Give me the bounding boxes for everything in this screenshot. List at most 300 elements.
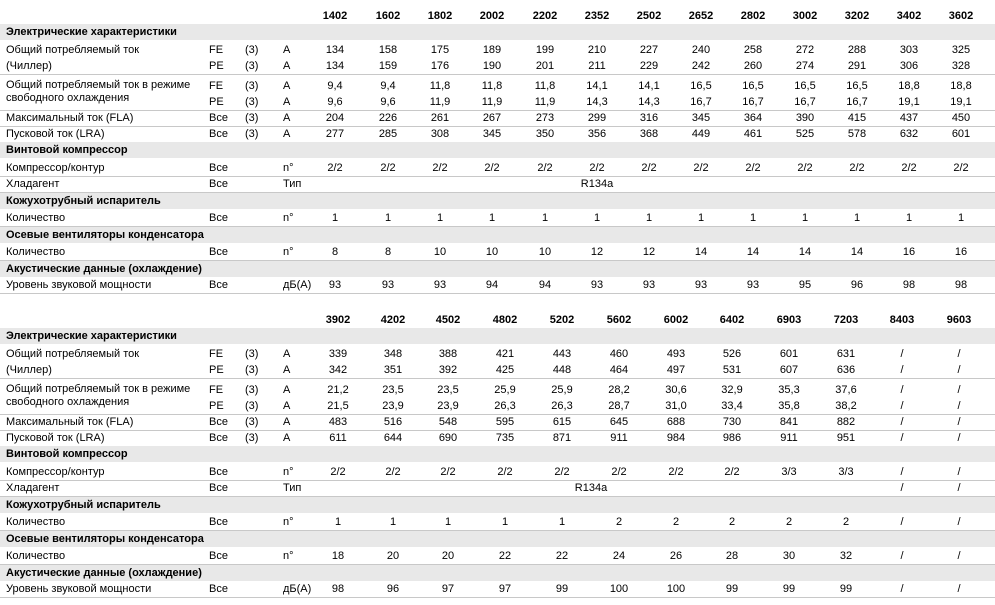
value-cell: 548 [438, 416, 458, 428]
value-cell: 93 [590, 279, 604, 291]
value-cell: 10 [538, 246, 552, 258]
value-cell: / [900, 516, 904, 528]
value-cell: 1 [501, 516, 509, 528]
value-cell: 96 [850, 279, 864, 291]
unit-cell: A [283, 364, 291, 376]
value-cell: 1 [541, 212, 549, 224]
value-cell: 1 [558, 516, 566, 528]
row-label: Компрессор/контур [6, 466, 105, 478]
value-cell: 2 [842, 516, 850, 528]
value-cell: 175 [430, 44, 450, 56]
model-number: 2502 [636, 10, 662, 22]
value-cell: / [957, 550, 961, 562]
value-cell: 9,4 [327, 80, 343, 92]
value-cell: 3/3 [838, 466, 854, 478]
section-title: Осевые вентиляторы конденсатора [6, 229, 204, 241]
model-number: 2202 [532, 10, 558, 22]
row-label: Количество [6, 212, 66, 224]
version-cell: FE [209, 384, 224, 396]
value-cell: 134 [325, 44, 345, 56]
value-cell: 98 [331, 583, 345, 595]
value-cell: 93 [642, 279, 656, 291]
model-number: 6903 [776, 314, 802, 326]
model-number: 3402 [896, 10, 922, 22]
section-header [0, 24, 995, 40]
spec-row-oper_pe [0, 362, 995, 379]
model-number: 1802 [427, 10, 453, 22]
value-cell: 211 [588, 60, 606, 72]
spec-row-fan_qty [0, 548, 995, 565]
spec-row-lra [0, 126, 995, 143]
value-cell: 189 [482, 44, 502, 56]
spec-row-lra [0, 430, 995, 447]
value-cell: 841 [779, 416, 799, 428]
value-cell: 497 [666, 364, 686, 376]
version-cell: Все [209, 432, 228, 444]
value-cell: 242 [691, 60, 711, 72]
value-cell: 260 [743, 60, 763, 72]
value-cell: 2 [672, 516, 680, 528]
power-supply-cell: (3) [245, 80, 259, 92]
value-cell: 2/2 [953, 162, 969, 174]
value-cell: 644 [383, 432, 403, 444]
model-number: 6402 [719, 314, 745, 326]
value-cell: 16,7 [690, 96, 712, 108]
value-cell: 303 [899, 44, 919, 56]
value-cell: / [900, 364, 904, 376]
value-cell: 11,9 [429, 96, 451, 108]
value-cell: 30 [782, 550, 796, 562]
value-cell: / [900, 432, 904, 444]
value-cell: 159 [378, 60, 398, 72]
value-cell: 23,5 [382, 384, 404, 396]
section-header [0, 565, 995, 581]
value-cell: 882 [836, 416, 856, 428]
value-cell: 12 [590, 246, 604, 258]
value-cell: 16,7 [794, 96, 816, 108]
value-cell: 690 [438, 432, 458, 444]
value-cell: 1 [697, 212, 705, 224]
value-cell: 636 [836, 364, 856, 376]
unit-cell: n° [283, 162, 294, 174]
spec-row-oper_fe [0, 346, 995, 362]
value-cell: 911 [610, 432, 628, 444]
section-title: Винтовой компрессор [6, 448, 128, 460]
value-cell: / [957, 364, 961, 376]
value-cell: 2 [785, 516, 793, 528]
spec-row-free_pe [0, 94, 995, 111]
value-cell: 23,9 [382, 400, 404, 412]
value-cell: 199 [535, 44, 555, 56]
model-number: 4502 [435, 314, 461, 326]
value-cell: 632 [899, 128, 919, 140]
value-cell: 483 [328, 416, 348, 428]
row-label: Хладагент [6, 482, 60, 494]
value-cell: 984 [666, 432, 686, 444]
row-label: Количество [6, 516, 66, 528]
value-cell: 16,5 [742, 80, 764, 92]
version-cell: Все [209, 279, 228, 291]
unit-cell: Тип [283, 482, 302, 494]
refrigerant-value: R134a [580, 178, 614, 190]
value-cell: 93 [746, 279, 760, 291]
value-cell: 14 [746, 246, 760, 258]
value-cell: 525 [795, 128, 815, 140]
power-supply-cell: (3) [245, 416, 259, 428]
value-cell: 190 [482, 60, 502, 72]
section-header [0, 531, 995, 547]
value-cell: 8 [384, 246, 392, 258]
model-number: 2802 [740, 10, 766, 22]
value-cell: 2/2 [797, 162, 813, 174]
value-cell: 8 [331, 246, 339, 258]
unit-cell: n° [283, 466, 294, 478]
value-cell: 308 [430, 128, 450, 140]
section-title: Электрические характеристики [6, 26, 177, 38]
spec-row-fla [0, 414, 995, 431]
value-cell: / [900, 583, 904, 595]
value-cell: 342 [328, 364, 348, 376]
unit-cell: n° [283, 212, 294, 224]
model-number: 1402 [322, 10, 348, 22]
value-cell: 911 [780, 432, 798, 444]
value-cell: 1 [957, 212, 965, 224]
value-cell: 14 [798, 246, 812, 258]
value-cell: 10 [485, 246, 499, 258]
value-cell: 356 [587, 128, 607, 140]
power-supply-cell: (3) [245, 432, 259, 444]
value-cell: 464 [609, 364, 629, 376]
section-title: Осевые вентиляторы конденсатора [6, 533, 204, 545]
value-cell: 37,6 [835, 384, 857, 396]
model-number: 1602 [375, 10, 401, 22]
value-cell: 93 [328, 279, 342, 291]
value-cell: 437 [899, 112, 919, 124]
value-cell: 258 [743, 44, 763, 56]
value-cell: 35,3 [778, 384, 800, 396]
value-cell: 14 [850, 246, 864, 258]
value-cell: 229 [639, 60, 659, 72]
row-label: (Чиллер) [6, 60, 52, 72]
value-cell: 2/2 [554, 466, 570, 478]
value-cell: 21,5 [327, 400, 349, 412]
model-number: 3602 [948, 10, 974, 22]
value-cell: 201 [535, 60, 555, 72]
spec-row-comp [0, 160, 995, 177]
unit-cell: A [283, 44, 291, 56]
value-cell: 30,6 [665, 384, 687, 396]
section-header [0, 227, 995, 243]
value-cell: 20 [441, 550, 455, 562]
value-cell: / [957, 348, 961, 360]
unit-cell: A [283, 80, 291, 92]
value-cell: 1 [334, 516, 342, 528]
value-cell: 267 [482, 112, 502, 124]
value-cell: 227 [639, 44, 659, 56]
value-cell: 9,6 [380, 96, 396, 108]
value-cell: / [957, 516, 961, 528]
value-cell: 25,9 [494, 384, 516, 396]
version-cell: Все [209, 482, 228, 494]
value-cell: / [957, 400, 961, 412]
model-number: 5202 [549, 314, 575, 326]
section-title: Кожухотрубный испаритель [6, 195, 161, 207]
value-cell: 578 [847, 128, 867, 140]
section-title: Кожухотрубный испаритель [6, 499, 161, 511]
value-cell: / [957, 583, 961, 595]
row-label: Хладагент [6, 178, 60, 190]
value-cell: 2/2 [327, 162, 343, 174]
version-cell: Все [209, 416, 228, 428]
row-label: Общий потребляемый ток [6, 44, 140, 56]
value-cell: / [900, 400, 904, 412]
value-cell: 631 [836, 348, 856, 360]
value-cell: 26 [669, 550, 683, 562]
section-title: Акустические данные (охлаждение) [6, 567, 202, 579]
value-cell: 18,8 [898, 80, 920, 92]
value-cell: 306 [899, 60, 919, 72]
value-cell: 951 [836, 432, 856, 444]
value-cell: 615 [552, 416, 572, 428]
version-cell: Все [209, 212, 228, 224]
value-cell: 1 [436, 212, 444, 224]
value-cell: 32,9 [721, 384, 743, 396]
value-cell: 2/2 [724, 466, 740, 478]
value-cell: 33,4 [721, 400, 743, 412]
value-cell: 11,9 [534, 96, 556, 108]
section-title: Акустические данные (охлаждение) [6, 263, 202, 275]
spec-row-evap_qty [0, 514, 995, 531]
value-cell: 95 [798, 279, 812, 291]
value-cell: 18,8 [950, 80, 972, 92]
power-supply-cell: (3) [245, 128, 259, 140]
value-cell: 20 [386, 550, 400, 562]
value-cell: 425 [495, 364, 515, 376]
value-cell: 611 [329, 432, 347, 444]
section-header [0, 446, 995, 462]
value-cell: 22 [498, 550, 512, 562]
value-cell: 986 [722, 432, 742, 444]
spec-row-evap_qty [0, 210, 995, 227]
value-cell: / [957, 416, 961, 428]
value-cell: 325 [951, 44, 971, 56]
value-cell: 9,6 [327, 96, 343, 108]
value-cell: 2/2 [849, 162, 865, 174]
value-cell: 1 [444, 516, 452, 528]
value-cell: 11,8 [481, 80, 503, 92]
section-title: Винтовой компрессор [6, 144, 128, 156]
value-cell: 26,3 [551, 400, 573, 412]
value-cell: 390 [795, 112, 815, 124]
unit-cell: A [283, 128, 291, 140]
row-label: Общий потребляемый ток в режиме свободного охлаждения [6, 383, 191, 408]
value-cell: / [900, 384, 904, 396]
row-label: Уровень звуковой мощности [6, 583, 152, 595]
version-cell: FE [209, 80, 224, 92]
version-cell: FE [209, 44, 224, 56]
spec-row-fan_qty [0, 244, 995, 261]
power-supply-cell: (3) [245, 112, 259, 124]
version-cell: Все [209, 550, 228, 562]
value-cell: 2/2 [537, 162, 553, 174]
value-cell: / [957, 482, 961, 494]
value-cell: 99 [725, 583, 739, 595]
value-cell: 35,8 [778, 400, 800, 412]
value-cell: 2/2 [641, 162, 657, 174]
value-cell: 204 [325, 112, 345, 124]
spec-table-1 [0, 8, 995, 298]
unit-cell: n° [283, 246, 294, 258]
model-number: 3202 [844, 10, 870, 22]
value-cell: 134 [325, 60, 345, 72]
value-cell: 28,2 [608, 384, 630, 396]
value-cell: 339 [328, 348, 348, 360]
model-number: 4202 [380, 314, 406, 326]
value-cell: 421 [495, 348, 515, 360]
version-cell: Все [209, 128, 228, 140]
value-cell: 450 [951, 112, 971, 124]
value-cell: 2 [728, 516, 736, 528]
value-cell: 93 [433, 279, 447, 291]
spec-row-oper_fe [0, 42, 995, 58]
value-cell: 100 [609, 583, 629, 595]
version-cell: PE [209, 96, 224, 108]
value-cell: 158 [378, 44, 398, 56]
value-cell: 1 [645, 212, 653, 224]
model-header-row [0, 312, 995, 329]
value-cell: 516 [383, 416, 403, 428]
model-number: 3902 [325, 314, 351, 326]
value-cell: 2/2 [440, 466, 456, 478]
value-cell: 240 [691, 44, 711, 56]
value-cell: 526 [722, 348, 742, 360]
value-cell: 350 [535, 128, 555, 140]
value-cell: 176 [430, 60, 450, 72]
model-number: 2002 [479, 10, 505, 22]
value-cell: 1 [853, 212, 861, 224]
value-cell: 100 [666, 583, 686, 595]
version-cell: Все [209, 162, 228, 174]
value-cell: 16 [954, 246, 968, 258]
value-cell: 2/2 [432, 162, 448, 174]
version-cell: PE [209, 364, 224, 376]
value-cell: 24 [612, 550, 626, 562]
value-cell: 274 [795, 60, 815, 72]
value-cell: 28 [725, 550, 739, 562]
value-cell: 1 [801, 212, 809, 224]
value-cell: 688 [666, 416, 686, 428]
power-supply-cell: (3) [245, 96, 259, 108]
value-cell: 601 [951, 128, 971, 140]
value-cell: 23,5 [437, 384, 459, 396]
value-cell: 16,5 [846, 80, 868, 92]
value-cell: 2/2 [745, 162, 761, 174]
unit-cell: n° [283, 516, 294, 528]
value-cell: 2/2 [668, 466, 684, 478]
unit-cell: A [283, 96, 291, 108]
value-cell: 601 [779, 348, 799, 360]
value-cell: 31,0 [665, 400, 687, 412]
value-cell: 11,8 [429, 80, 451, 92]
value-cell: / [957, 466, 961, 478]
value-cell: 595 [495, 416, 515, 428]
value-cell: / [900, 416, 904, 428]
row-label: Количество [6, 246, 66, 258]
value-cell: 2 [615, 516, 623, 528]
spec-row-fla [0, 110, 995, 127]
value-cell: 493 [666, 348, 686, 360]
value-cell: 1 [749, 212, 757, 224]
value-cell: 291 [847, 60, 867, 72]
value-cell: 2/2 [380, 162, 396, 174]
value-cell: 1 [905, 212, 913, 224]
value-cell: 328 [951, 60, 971, 72]
value-cell: 351 [383, 364, 403, 376]
value-cell: 299 [587, 112, 607, 124]
value-cell: 388 [438, 348, 458, 360]
section-header [0, 328, 995, 344]
section-header [0, 497, 995, 513]
value-cell: 2/2 [385, 466, 401, 478]
model-number: 5602 [606, 314, 632, 326]
section-header [0, 261, 995, 277]
value-cell: 16 [902, 246, 916, 258]
model-number: 6002 [663, 314, 689, 326]
version-cell: Все [209, 112, 228, 124]
value-cell: 448 [552, 364, 572, 376]
value-cell: 99 [782, 583, 796, 595]
value-cell: 392 [438, 364, 458, 376]
spec-table-2 [0, 312, 995, 602]
value-cell: 449 [691, 128, 711, 140]
spec-row-comp [0, 464, 995, 481]
row-label: Максимальный ток (FLA) [6, 112, 134, 124]
unit-cell: A [283, 112, 291, 124]
value-cell: 607 [779, 364, 799, 376]
value-cell: 1 [389, 516, 397, 528]
value-cell: 23,9 [437, 400, 459, 412]
value-cell: 97 [498, 583, 512, 595]
value-cell: 28,7 [608, 400, 630, 412]
value-cell: 19,1 [950, 96, 972, 108]
model-number: 9603 [946, 314, 972, 326]
value-cell: 94 [485, 279, 499, 291]
value-cell: 14,3 [586, 96, 608, 108]
value-cell: 16,7 [846, 96, 868, 108]
section-title: Электрические характеристики [6, 330, 177, 342]
unit-cell: A [283, 60, 291, 72]
power-supply-cell: (3) [245, 400, 259, 412]
value-cell: 98 [954, 279, 968, 291]
value-cell: 99 [839, 583, 853, 595]
value-cell: / [900, 482, 904, 494]
value-cell: 226 [378, 112, 398, 124]
value-cell: 12 [642, 246, 656, 258]
value-cell: 16,5 [690, 80, 712, 92]
value-cell: / [900, 348, 904, 360]
model-number: 7203 [833, 314, 859, 326]
value-cell: 11,9 [481, 96, 503, 108]
value-cell: 1 [331, 212, 339, 224]
value-cell: 273 [535, 112, 555, 124]
value-cell: 9,4 [380, 80, 396, 92]
value-cell: 1 [488, 212, 496, 224]
row-label: (Чиллер) [6, 364, 52, 376]
value-cell: 345 [691, 112, 711, 124]
value-cell: 460 [609, 348, 629, 360]
value-cell: 10 [433, 246, 447, 258]
value-cell: 345 [482, 128, 502, 140]
